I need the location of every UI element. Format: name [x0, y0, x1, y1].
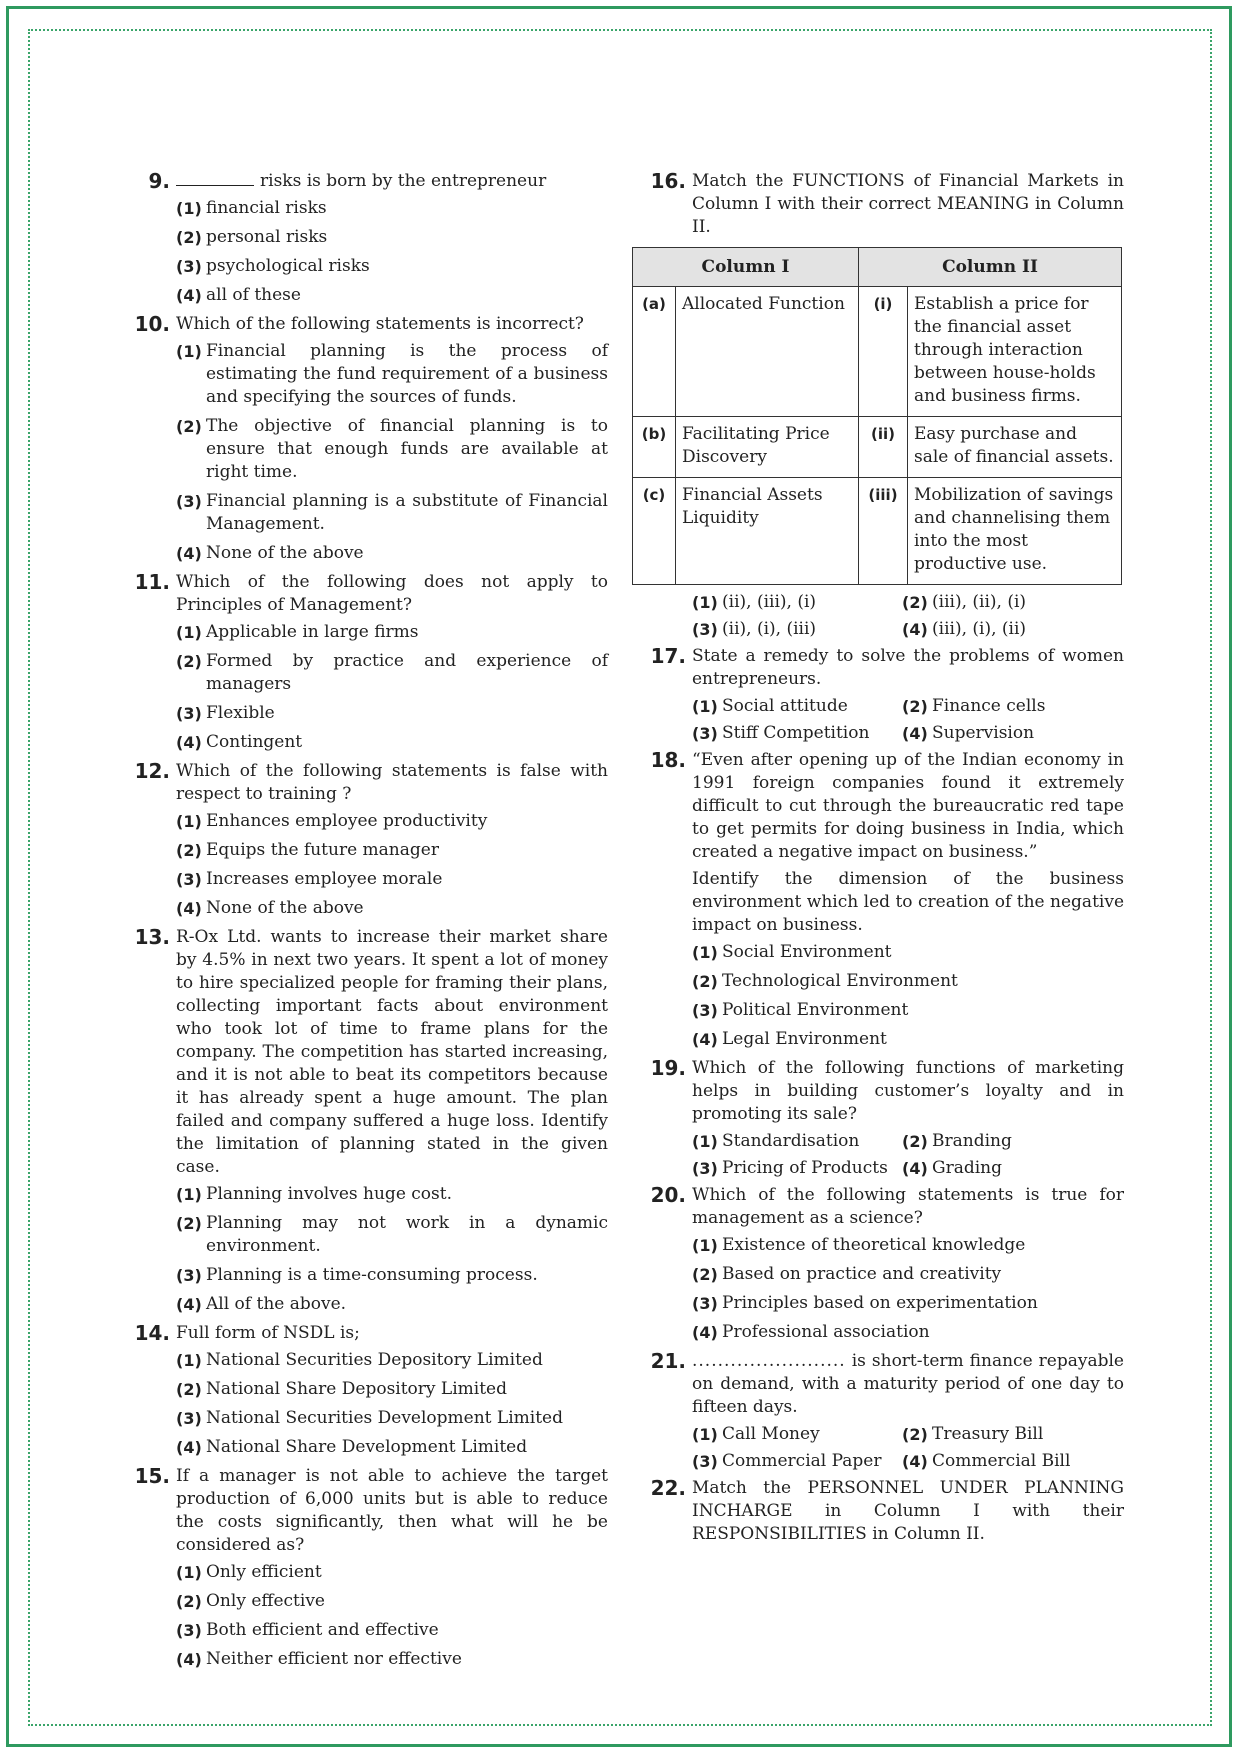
column-1-cell: Allocated Function — [676, 287, 859, 417]
options-list — [176, 810, 608, 920]
option-number: (3) — [176, 1266, 202, 1285]
question — [128, 571, 608, 754]
option — [176, 650, 608, 696]
option-number: (2) — [176, 1214, 202, 1233]
option — [692, 618, 902, 641]
option-number: (1) — [176, 199, 202, 218]
option — [902, 618, 1112, 641]
question-text-continued: Identify the dimension of the business environment which led to creation of the negative impact on business. — [692, 869, 1124, 935]
option-text: Flexible — [206, 703, 275, 723]
option — [902, 1423, 1112, 1446]
options-list — [692, 695, 1124, 745]
row-label: (c) — [633, 478, 676, 585]
option-number: (2) — [176, 1380, 202, 1399]
option-text: Stiff Competition — [722, 723, 870, 743]
question-text: risks is born by the entrepreneur — [176, 170, 608, 193]
option-number: (4) — [176, 899, 202, 918]
question-text: Which of the following statements is false with respect to training ? — [176, 761, 608, 804]
option-number: (1) — [176, 1185, 202, 1204]
option — [176, 490, 608, 536]
match-table — [632, 247, 1122, 585]
question-number: 10. — [134, 312, 170, 336]
option-number: (1) — [692, 697, 718, 716]
option-number: (3) — [176, 257, 202, 276]
option-number: (2) — [176, 417, 202, 436]
option-text: National Share Development Limited — [206, 1437, 528, 1457]
option — [176, 415, 608, 484]
options-list — [692, 591, 1124, 641]
question-text: ........................ is short-term finance repayable on demand, with a maturity period of one day to fifteen days. — [692, 1351, 1124, 1417]
row-label: (i) — [859, 287, 908, 417]
option — [692, 999, 1124, 1022]
option — [176, 731, 608, 754]
question — [128, 1465, 608, 1671]
option — [176, 1436, 608, 1459]
question — [644, 1057, 1124, 1180]
options-list — [692, 1423, 1124, 1473]
option-number: (3) — [692, 1159, 718, 1178]
left-column — [128, 170, 608, 1677]
option-text: Grading — [932, 1158, 1002, 1178]
question — [641, 169, 1124, 641]
question-number: 11. — [134, 570, 170, 594]
option — [176, 542, 608, 565]
option-text: Formed by practice and experience of managers — [206, 651, 608, 694]
question-number: 22. — [650, 1476, 686, 1500]
question — [644, 1477, 1124, 1546]
option-number: (2) — [176, 841, 202, 860]
option-number: (2) — [902, 697, 928, 716]
question — [644, 1350, 1124, 1473]
option-number: (1) — [692, 943, 718, 962]
option-number: (4) — [692, 1030, 718, 1049]
question-number: 14. — [134, 1321, 170, 1345]
option-text: Based on practice and creativity — [722, 1264, 1002, 1284]
option-text: Treasury Bill — [932, 1424, 1044, 1444]
option-text: National Securities Development Limited — [206, 1408, 563, 1428]
option-text: Only effective — [206, 1591, 325, 1611]
option-number: (2) — [902, 1425, 928, 1444]
question-number: 17. — [650, 644, 686, 668]
option-number: (1) — [176, 812, 202, 831]
option — [176, 1212, 608, 1258]
option — [902, 1130, 1112, 1153]
option-number: (2) — [692, 972, 718, 991]
question-number: 20. — [650, 1183, 686, 1207]
match-table-row — [633, 287, 1122, 417]
option-text: All of the above. — [206, 1294, 347, 1314]
question-number: 13. — [134, 925, 170, 949]
option-text: personal risks — [206, 227, 328, 247]
option-text: Supervision — [932, 723, 1035, 743]
option-number: (3) — [692, 1452, 718, 1471]
question-text: State a remedy to solve the problems of women entrepreneurs. — [692, 646, 1124, 689]
question-text: Which of the following statements is incorrect? — [176, 314, 584, 334]
option-number: (4) — [902, 620, 928, 639]
option — [692, 1321, 1124, 1344]
option — [176, 1561, 608, 1584]
right-column — [641, 169, 1124, 1550]
option-text: Principles based on experimentation — [722, 1293, 1038, 1313]
option-text: Commercial Paper — [722, 1451, 882, 1471]
option-number: (1) — [692, 593, 718, 612]
options-list — [176, 1183, 608, 1316]
options-list — [176, 1561, 608, 1671]
option-text: Only efficient — [206, 1562, 322, 1582]
option-number: (1) — [176, 623, 202, 642]
option-text: all of these — [206, 285, 301, 305]
option-text: Technological Environment — [722, 971, 958, 991]
option-number: (1) — [176, 342, 202, 361]
option — [176, 255, 608, 278]
option-number: (4) — [902, 724, 928, 743]
option — [176, 284, 608, 307]
option — [902, 1450, 1112, 1473]
option-text: (iii), (i), (ii) — [932, 619, 1027, 639]
question — [644, 749, 1124, 1051]
options-list — [692, 941, 1124, 1051]
column-2-cell: Establish a price for the financial asset through interaction between house-holds and business firms. — [908, 287, 1122, 417]
option-text: psychological risks — [206, 256, 370, 276]
option-number: (1) — [692, 1425, 718, 1444]
option-text: Increases employee morale — [206, 869, 443, 889]
fill-in-dots: ........................ — [692, 1351, 846, 1371]
option-text: Existence of theoretical knowledge — [722, 1235, 1026, 1255]
question-text: R-Ox Ltd. wants to increase their market share by 4.5% in next two years. It spent a lot of money to hire specialized people for framing their plans, collecting important facts about environment who took lot of time to frame plans for the company. The competition has started increasing, and it is not able to beat its competitors because it has already spent a huge amount. The plan failed and company suffered a huge loss. Identify the limitation of planning stated in the given case. — [176, 927, 608, 1177]
row-label: (ii) — [859, 417, 908, 478]
option — [176, 702, 608, 725]
option — [692, 1263, 1124, 1286]
option-text: Finance cells — [932, 696, 1046, 716]
option-text: Political Environment — [722, 1000, 909, 1020]
question — [128, 1322, 608, 1459]
option-number: (4) — [692, 1323, 718, 1342]
option — [692, 941, 1124, 964]
option-text: financial risks — [206, 198, 327, 218]
option-number: (2) — [902, 1132, 928, 1151]
option — [176, 868, 608, 891]
option — [692, 1292, 1124, 1315]
option-text: Social attitude — [722, 696, 848, 716]
option-text: Professional association — [722, 1322, 930, 1342]
option-number: (2) — [176, 652, 202, 671]
question-number: 19. — [650, 1056, 686, 1080]
question-text: Match the PERSONNEL UNDER PLANNING INCHARGE in Column I with their RESPONSIBILITIES in Column II. — [692, 1478, 1124, 1544]
option-text: Planning is a time-consuming process. — [206, 1265, 538, 1285]
option — [692, 1028, 1124, 1051]
options-list — [176, 621, 608, 754]
question — [128, 313, 608, 565]
option-number: (4) — [902, 1452, 928, 1471]
option-text: Both efficient and effective — [206, 1620, 439, 1640]
column-2-cell: Easy purchase and sale of financial assets. — [908, 417, 1122, 478]
option — [176, 897, 608, 920]
option — [176, 1183, 608, 1206]
option-text: The objective of financial planning is to ensure that enough funds are available at right time. — [206, 416, 608, 482]
option — [902, 722, 1112, 745]
option-number: (3) — [176, 704, 202, 723]
option-number: (3) — [176, 492, 202, 511]
option — [692, 695, 902, 718]
option-text: Standardisation — [722, 1131, 860, 1151]
option-number: (3) — [692, 724, 718, 743]
column-1-cell: Financial Assets Liquidity — [676, 478, 859, 585]
option — [692, 1450, 902, 1473]
question-number: 12. — [134, 759, 170, 783]
option — [692, 1423, 902, 1446]
option-number: (4) — [902, 1159, 928, 1178]
option — [176, 1407, 608, 1430]
option-text: Applicable in large firms — [206, 622, 419, 642]
options-list — [176, 197, 608, 307]
question-number: 21. — [650, 1349, 686, 1373]
option-number: (3) — [176, 870, 202, 889]
option-text: Social Environment — [722, 942, 892, 962]
column-2-cell: Mobilization of savings and channelising them into the most productive use. — [908, 478, 1122, 585]
option — [692, 722, 902, 745]
option-number: (3) — [176, 1409, 202, 1428]
options-list — [176, 1349, 608, 1459]
option-text: Branding — [932, 1131, 1012, 1151]
fill-in-blank — [176, 171, 254, 186]
option-number: (1) — [692, 1236, 718, 1255]
question-number: 16. — [650, 169, 686, 193]
question-text: Full form of NSDL is; — [176, 1323, 360, 1343]
question-text: Which of the following statements is true for management as a science? — [692, 1185, 1124, 1228]
question-text: Match the FUNCTIONS of Financial Markets in Column I with their correct MEANING in Column II. — [692, 171, 1124, 237]
question — [644, 1184, 1124, 1344]
option-text: Neither efficient nor effective — [206, 1649, 462, 1669]
match-table-row — [633, 417, 1122, 478]
option — [692, 1234, 1124, 1257]
option — [176, 1590, 608, 1613]
option — [902, 1157, 1112, 1180]
option — [692, 591, 902, 614]
option — [176, 621, 608, 644]
option-text: National Securities Depository Limited — [206, 1350, 543, 1370]
option-number: (3) — [692, 1001, 718, 1020]
option — [176, 1378, 608, 1401]
option-text: (ii), (i), (iii) — [722, 619, 817, 639]
question-text: If a manager is not able to achieve the target production of 6,000 units but is able to reduce the costs significantly, then what will he be considered as? — [176, 1466, 608, 1555]
question-text: “Even after opening up of the Indian economy in 1991 foreign companies found it extremely difficult to cut through the bureaucratic red tape to get permits for doing business in India, which created a negative impact on business.” — [692, 750, 1124, 862]
question — [128, 170, 608, 307]
option-number: (1) — [176, 1563, 202, 1582]
options-list — [692, 1130, 1124, 1180]
option-number: (4) — [176, 1650, 202, 1669]
option-number: (4) — [176, 544, 202, 563]
option — [176, 226, 608, 249]
option-number: (1) — [692, 1132, 718, 1151]
option — [692, 1157, 902, 1180]
option — [176, 340, 608, 409]
option — [176, 1648, 608, 1671]
option — [176, 1349, 608, 1372]
row-label: (iii) — [859, 478, 908, 585]
question — [644, 645, 1124, 745]
option-number: (3) — [692, 1294, 718, 1313]
option — [902, 695, 1112, 718]
question — [128, 926, 608, 1316]
option — [176, 1264, 608, 1287]
option-text: Enhances employee productivity — [206, 811, 488, 831]
option-text: Equips the future manager — [206, 840, 439, 860]
option-number: (4) — [176, 733, 202, 752]
option-number: (3) — [692, 620, 718, 639]
question-number: 9. — [148, 169, 170, 193]
option-number: (2) — [176, 1592, 202, 1611]
option-number: (1) — [176, 1351, 202, 1370]
option-text: None of the above — [206, 543, 364, 563]
option — [902, 591, 1112, 614]
option-number: (2) — [176, 228, 202, 247]
option — [176, 839, 608, 862]
option-text: None of the above — [206, 898, 364, 918]
question-text: Which of the following does not apply to Principles of Management? — [176, 572, 608, 615]
column-2-header: Column II — [859, 248, 1122, 287]
match-table-row — [633, 478, 1122, 585]
option-number: (2) — [692, 1265, 718, 1284]
options-list — [692, 1234, 1124, 1344]
column-1-cell: Facilitating Price Discovery — [676, 417, 859, 478]
option-number: (3) — [176, 1621, 202, 1640]
option-number: (4) — [176, 286, 202, 305]
option — [176, 1293, 608, 1316]
option-text: Planning may not work in a dynamic environment. — [206, 1213, 608, 1256]
option-text: (ii), (iii), (i) — [722, 592, 817, 612]
question-text: Which of the following functions of marketing helps in building customer’s loyalty and in promoting its sale? — [692, 1058, 1124, 1124]
option-text: Call Money — [722, 1424, 820, 1444]
question — [128, 760, 608, 920]
column-1-header: Column I — [633, 248, 859, 287]
option — [176, 810, 608, 833]
option-text: Financial planning is a substitute of Financial Management. — [206, 491, 608, 534]
option — [692, 970, 1124, 993]
option-number: (4) — [176, 1438, 202, 1457]
option-text: Financial planning is the process of estimating the fund requirement of a business and specifying the sources of funds. — [206, 341, 608, 407]
option-number: (4) — [176, 1295, 202, 1314]
option-text: Contingent — [206, 732, 303, 752]
option-number: (2) — [902, 593, 928, 612]
option-text: (iii), (ii), (i) — [932, 592, 1027, 612]
option-text: National Share Depository Limited — [206, 1379, 507, 1399]
option — [176, 1619, 608, 1642]
option — [176, 197, 608, 220]
option-text: Legal Environment — [722, 1029, 887, 1049]
question-number: 18. — [650, 748, 686, 772]
options-list — [176, 340, 608, 565]
row-label: (a) — [633, 287, 676, 417]
option-text: Commercial Bill — [932, 1451, 1071, 1471]
option-text: Pricing of Products — [722, 1158, 888, 1178]
option — [692, 1130, 902, 1153]
question-number: 15. — [134, 1464, 170, 1488]
option-text: Planning involves huge cost. — [206, 1184, 452, 1204]
row-label: (b) — [633, 417, 676, 478]
